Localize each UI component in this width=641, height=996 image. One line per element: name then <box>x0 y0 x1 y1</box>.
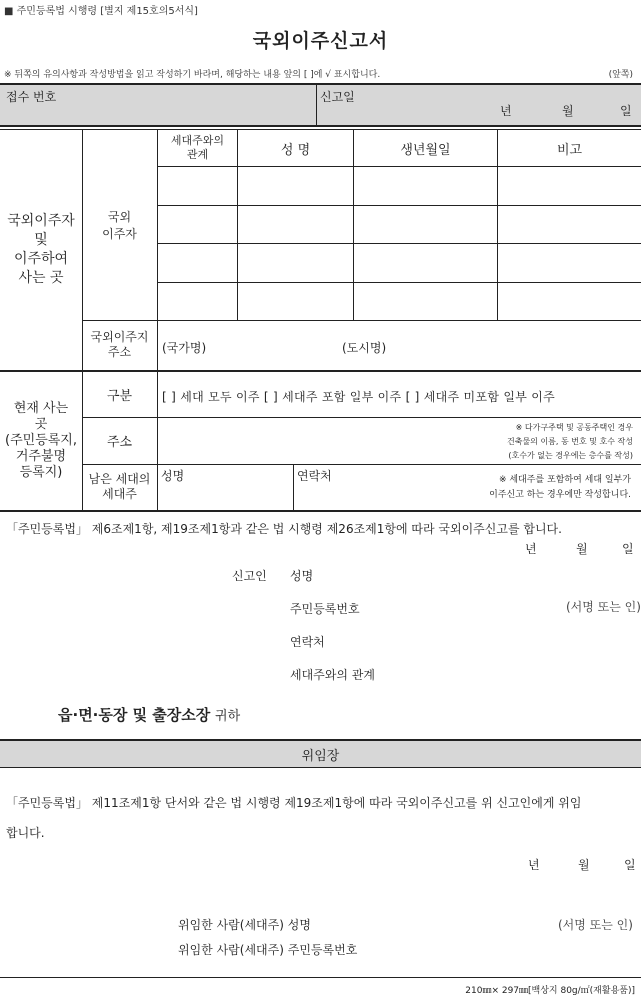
delegation-title: 위임장 <box>0 741 641 767</box>
col-relation-header: 세대주와의 관계 <box>170 134 225 161</box>
reporter-sign-label: (서명 또는 인) <box>566 600 641 614</box>
recipient-suffix: 귀하 <box>215 709 241 724</box>
city-name-label: (도시명) <box>342 341 387 355</box>
report-date-label: 신고일 <box>320 90 355 104</box>
current-residence-label: 현재 사는 곳 (주민등록지, 거주불명 등록지) <box>5 401 77 480</box>
front-side-label: (앞쪽) <box>608 70 633 80</box>
form-reference: ■ 주민등록법 시행령 [별지 제15호의5서식] <box>4 6 198 17</box>
country-name-label: (국가명) <box>162 341 207 355</box>
declaration-year: 년 <box>525 542 537 556</box>
col-note-header: 비고 <box>556 142 583 158</box>
delegation-statement-1: 「주민등록법」 제11조제1항 단서와 같은 법 시행령 제19조제1항에 따라 국외이주신고를 위 신고인에게 위임 <box>6 796 582 810</box>
remaining-householder-label: 남은 세대의 세대주 <box>88 472 151 501</box>
declaration-statement: 「주민등록법」 제6조제1항, 제19조제1항과 같은 법 시행령 제26조제1항에 따라 국외이주신고를 합니다. <box>6 522 562 536</box>
delegation-day: 일 <box>624 858 636 872</box>
col-name-header: 성 명 <box>280 142 311 158</box>
delegation-year: 년 <box>528 858 540 872</box>
paper-spec: 210㎜× 297㎜[백상지 80g/㎡(재활용품)] <box>465 986 635 996</box>
remaining-name-label: 성명 <box>161 469 185 483</box>
reporter-contact-label: 연락처 <box>290 635 325 649</box>
col-birth-header: 생년월일 <box>400 142 451 158</box>
page-title: 국외이주신고서 <box>252 30 389 52</box>
declaration-month: 월 <box>576 542 588 556</box>
emigration-type-options[interactable]: [ ] 세대 모두 이주 [ ] 세대주 포함 일부 이주 [ ] 세대주 미포함 일부 이주 <box>162 390 556 404</box>
report-month: 월 <box>562 104 574 118</box>
address-note-2: 건축물의 이름, 동 번호 및 호수 작성 <box>507 437 633 446</box>
remaining-contact-label: 연락처 <box>297 469 332 483</box>
emigrant-section-label: 국외이주자 및 이주하여 사는 곳 <box>7 213 75 286</box>
reporter-label: 신고인 <box>232 569 267 583</box>
emigration-address-label: 국외이주지 주소 <box>90 330 149 359</box>
delegation-statement-2: 합니다. <box>6 826 45 840</box>
current-address-label: 주소 <box>106 435 133 450</box>
delegator-sign-label: (서명 또는 인) <box>558 918 633 932</box>
instruction-note: ※ 뒤쪽의 유의사항과 작성방법을 읽고 작성하기 바라며, 해당하는 내용 앞의 [ ]에 √ 표시합니다. <box>4 70 381 80</box>
reporter-relation-label: 세대주와의 관계 <box>290 668 375 682</box>
recipient-title: 읍·면·동장 및 출장소장 <box>58 706 211 724</box>
remaining-note-2: 이주신고 하는 경우에만 작성합니다. <box>489 490 631 500</box>
reporter-rrn-label: 주민등록번호 <box>290 602 360 616</box>
emigrant-sub-label: 국외 이주자 <box>102 210 137 241</box>
type-label: 구분 <box>106 389 133 404</box>
reporter-name-label: 성명 <box>290 569 314 583</box>
delegator-rrn-label: 위임한 사람(세대주) 주민등록번호 <box>178 943 358 957</box>
address-note-1: ※ 다가구주택 및 공동주택인 경우 <box>515 423 633 432</box>
report-day: 일 <box>620 104 632 118</box>
remaining-note-1: ※ 세대주를 포함하여 세대 일부가 <box>498 475 631 485</box>
delegation-month: 월 <box>578 858 590 872</box>
receipt-number-label: 접수 번호 <box>6 90 57 104</box>
delegator-name-label: 위임한 사람(세대주) 성명 <box>178 918 311 932</box>
declaration-day: 일 <box>622 542 634 556</box>
recipient-line <box>58 704 240 725</box>
report-year: 년 <box>500 104 512 118</box>
address-note-3: (호수가 없는 경우에는 층수를 작성) <box>508 451 633 460</box>
